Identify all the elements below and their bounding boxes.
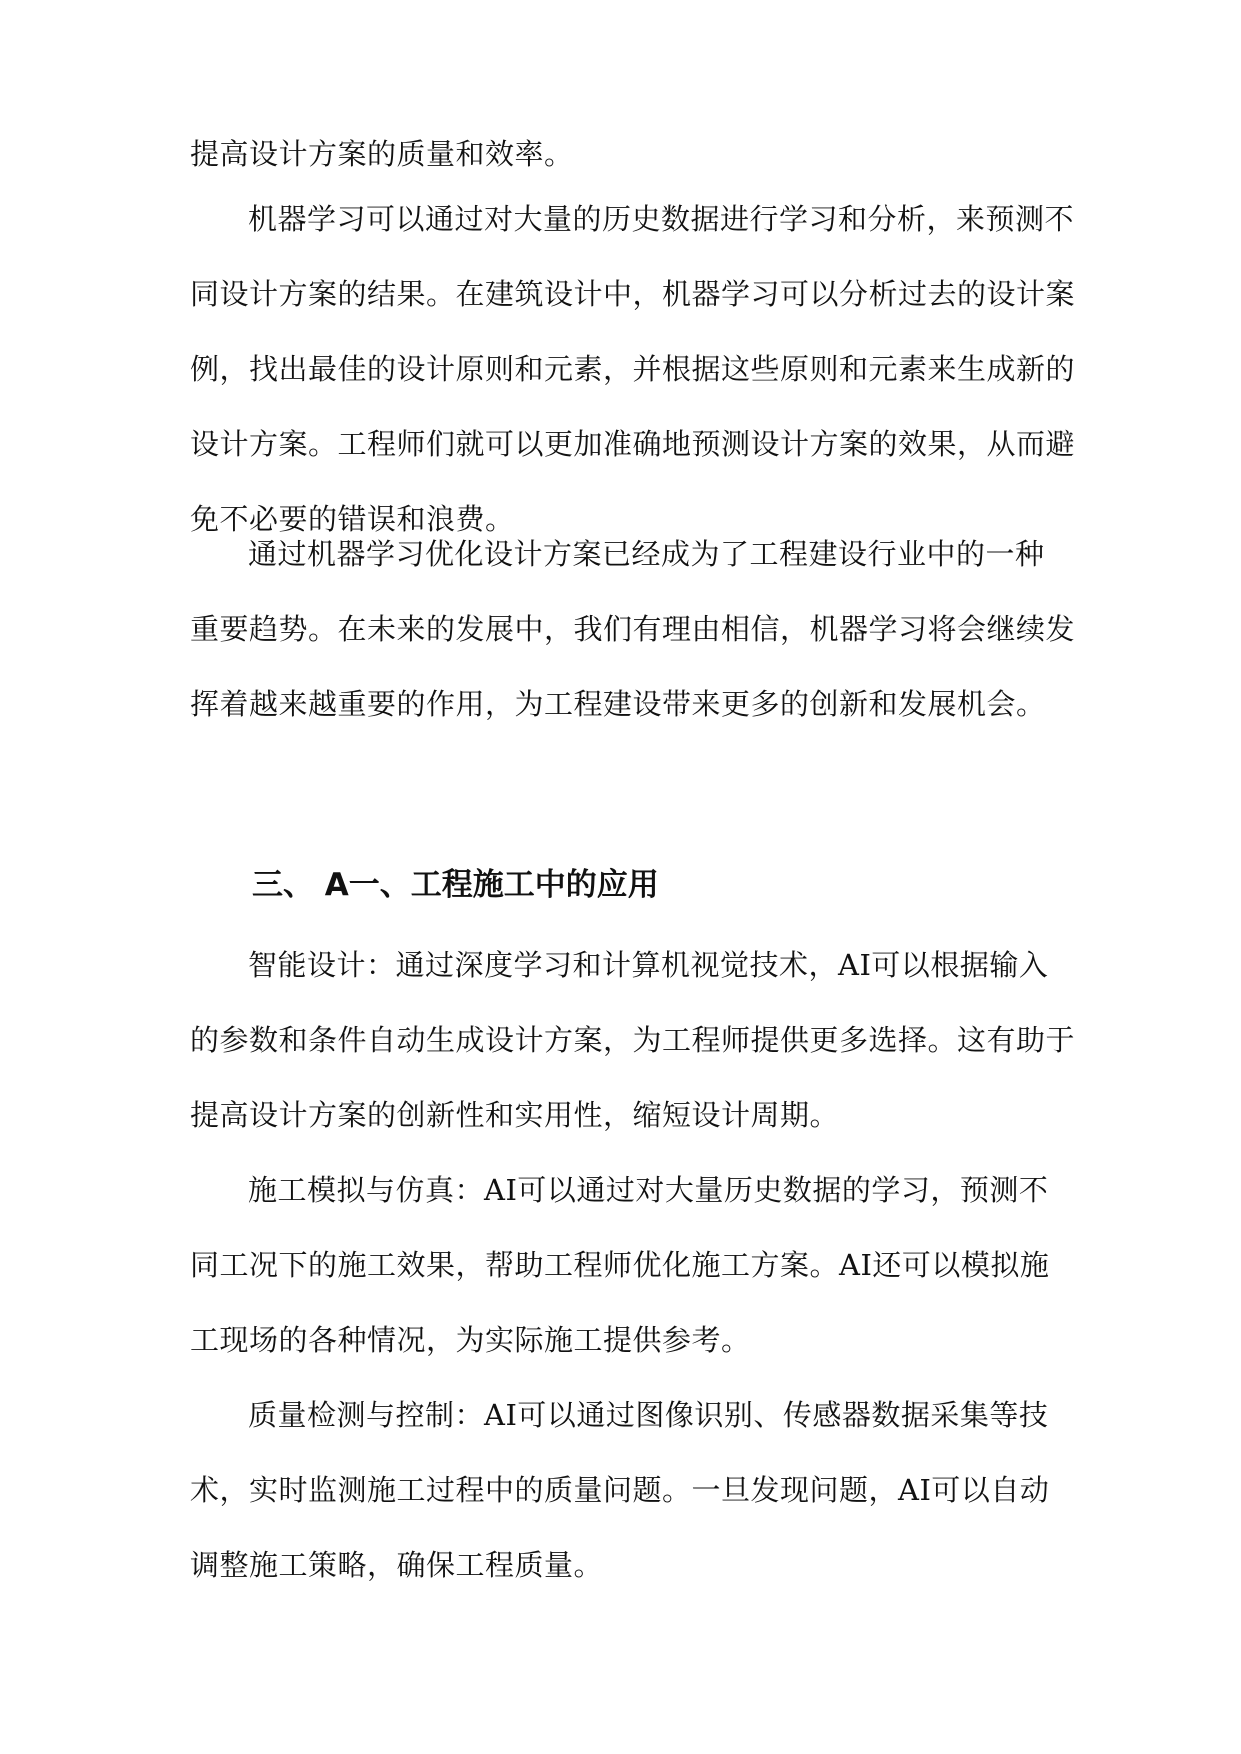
section-heading: 三、 A一、工程施工中的应用 xyxy=(252,867,659,903)
text-line: 设计方案。工程师们就可以更加准确地预测设计方案的效果，从而避 xyxy=(190,427,1076,461)
text-line: 通过机器学习优化设计方案已经成为了工程建设行业中的一种 xyxy=(248,537,1045,571)
text-line: 例，找出最佳的设计原则和元素，并根据这些原则和元素来生成新的 xyxy=(190,352,1076,386)
text-line: 重要趋势。在未来的发展中，我们有理由相信，机器学习将会继续发 xyxy=(190,612,1076,646)
paragraph-smart-design xyxy=(190,928,1076,1153)
text-line: 质量检测与控制：AI可以通过图像识别、传感器数据采集等技 xyxy=(248,1398,1049,1432)
text-line: 智能设计：通过深度学习和计算机视觉技术，AI可以根据输入 xyxy=(248,948,1049,982)
paragraph-continuation xyxy=(190,117,1060,192)
paragraph-machine-learning-prediction xyxy=(190,182,1076,557)
text-line: 的参数和条件自动生成设计方案，为工程师提供更多选择。这有助于 xyxy=(190,1023,1076,1057)
text-line: 术，实时监测施工过程中的质量问题。一旦发现问题，AI可以自动 xyxy=(190,1473,1050,1507)
text-line: 机器学习可以通过对大量的历史数据进行学习和分析，来预测不 xyxy=(248,202,1075,236)
paragraph-construction-simulation xyxy=(190,1153,1060,1378)
text-line: 调整施工策略，确保工程质量。 xyxy=(190,1548,604,1582)
paragraph-machine-learning-trend xyxy=(190,517,1076,742)
paragraph-quality-control xyxy=(190,1378,1060,1603)
text-line: 工现场的各种情况，为实际施工提供参考。 xyxy=(190,1323,751,1357)
text-line: 提高设计方案的质量和效率。 xyxy=(190,137,574,171)
text-line: 同工况下的施工效果，帮助工程师优化施工方案。AI还可以模拟施 xyxy=(190,1248,1050,1282)
text-line: 提高设计方案的创新性和实用性，缩短设计周期。 xyxy=(190,1098,840,1132)
text-line: 免不必要的错误和浪费。 xyxy=(190,502,515,536)
text-line: 同设计方案的结果。在建筑设计中，机器学习可以分析过去的设计案 xyxy=(190,277,1076,311)
text-line: 挥着越来越重要的作用，为工程建设带来更多的创新和发展机会。 xyxy=(190,687,1046,721)
text-line: 施工模拟与仿真：AI可以通过对大量历史数据的学习，预测不 xyxy=(248,1173,1049,1207)
